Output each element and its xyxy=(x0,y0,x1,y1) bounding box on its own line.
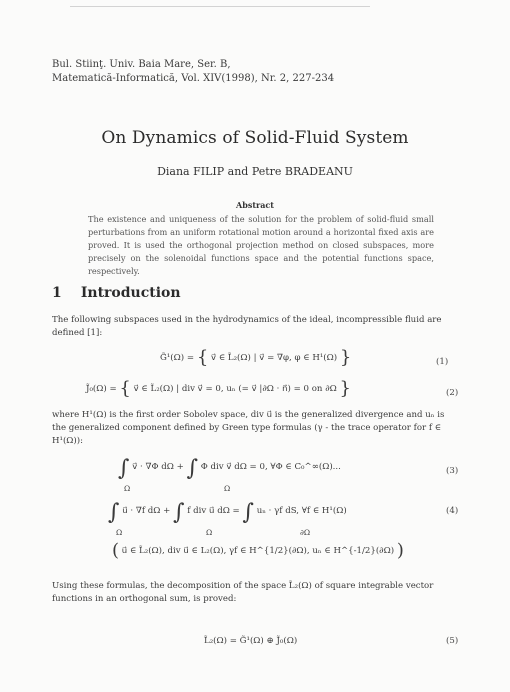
paper-authors: Diana FILIP and Petre BRADEANU xyxy=(157,165,353,178)
conditions-line xyxy=(112,540,404,561)
eq4-integral-1: ∫ xyxy=(108,500,120,525)
eq2-close-brace: } xyxy=(339,378,351,399)
eq3-integral-2: ∫ xyxy=(186,456,199,481)
eq4-domain-3: ∂Ω xyxy=(300,528,311,537)
eq4-domain-1: Ω xyxy=(116,528,123,537)
eq4-integral-3: ∫ xyxy=(242,500,254,525)
eq3-domain-2: Ω xyxy=(224,484,231,493)
eq4-term-1: u⃗ · ∇f dΩ + xyxy=(122,506,171,516)
eq1-body: v⃗ ∈ L̃₂(Ω) | v⃗ = ∇φ, φ ∈ H¹(Ω) xyxy=(211,353,338,363)
eq2-body: v⃗ ∈ L̃₂(Ω) | div v⃗ = 0, uₙ (= v⃗ |∂Ω · n⃗) = 0 on ∂Ω xyxy=(133,384,337,394)
eq1-close-brace: } xyxy=(339,347,352,368)
equation-5: L̃₂(Ω) = G̃¹(Ω) ⊕ J̃₀(Ω) xyxy=(204,636,298,646)
journal-line-1: Bul. Stiinţ. Univ. Baia Mare, Ser. B, xyxy=(52,59,231,70)
eq1-open-brace: { xyxy=(196,347,209,368)
cond-open-paren: ( xyxy=(112,540,120,561)
scan-top-rule xyxy=(70,6,370,7)
journal-header xyxy=(52,58,382,86)
decomposition-paragraph: Using these formulas, the decomposition of the space L̃₂(Ω) of square integrable vector functions in an orthogonal sum, is proved: xyxy=(52,581,434,604)
eq3-domain-1: Ω xyxy=(124,484,131,493)
eq4-term-2: f div u⃗ dΩ = xyxy=(187,506,240,516)
eq2-number: (2) xyxy=(446,388,459,398)
equation-1 xyxy=(160,347,352,368)
eq1-number: (1) xyxy=(436,357,449,367)
equation-4 xyxy=(108,500,347,525)
eq4-integral-2: ∫ xyxy=(173,500,185,525)
eq2-lhs: J̃₀(Ω) = xyxy=(86,384,117,394)
eq3-term-1: v⃗ · ∇Φ dΩ + xyxy=(132,462,184,472)
equation-3 xyxy=(118,456,341,481)
eq2-open-brace: { xyxy=(119,378,131,399)
abstract-text: The existence and uniqueness of the solution for the problem of solid-fluid small perturbations from an uniform rotational motion around a horizontal fixed axis are proved. It is used the orthogonal projection method on closed subspaces, more precisely on the solenoidal functions space and the potential functions space, respectively. xyxy=(88,214,434,276)
eq4-domain-2: Ω xyxy=(206,528,213,537)
paper-title: On Dynamics of Solid-Fluid System xyxy=(101,128,409,148)
section-title: Introduction xyxy=(80,285,181,301)
eq5-number: (5) xyxy=(446,636,459,646)
eq3-integral-1: ∫ xyxy=(118,456,130,481)
equation-2 xyxy=(86,378,351,399)
eq3-term-2: Φ div v⃗ dΩ = 0, ∀Φ ∈ C₀^∞(Ω)... xyxy=(200,462,341,472)
abstract-heading: Abstract xyxy=(236,200,274,210)
section-number: 1 xyxy=(52,285,62,301)
eq3-number: (3) xyxy=(446,466,459,476)
eq4-number: (4) xyxy=(446,506,459,516)
definitions-paragraph: where H¹(Ω) is the first order Sobolev space, div u⃗ is the generalized divergence and uₙ is the generalized component defined by Green type formulas (γ - the trace operator for f ∈ H¹(Ω)): xyxy=(52,410,445,446)
section-heading xyxy=(52,282,181,301)
cond-close-paren: ) xyxy=(396,540,404,561)
intro-paragraph: The following subspaces used in the hydrodynamics of the ideal, incompressible fluid are defined [1]: xyxy=(52,315,442,338)
cond-body: u⃗ ∈ L̃₂(Ω), div u⃗ ∈ L₂(Ω), γf ∈ H^{1/2}(∂Ω), uₙ ∈ H^{-1/2}(∂Ω) xyxy=(121,546,395,556)
eq1-lhs: G̃¹(Ω) = xyxy=(160,353,195,363)
eq4-term-3: uₙ · γf dS, ∀f ∈ H¹(Ω) xyxy=(256,506,347,516)
journal-line-2: Matematică-Informatică, Vol. XIV(1998), Nr. 2, 227-234 xyxy=(52,73,335,84)
